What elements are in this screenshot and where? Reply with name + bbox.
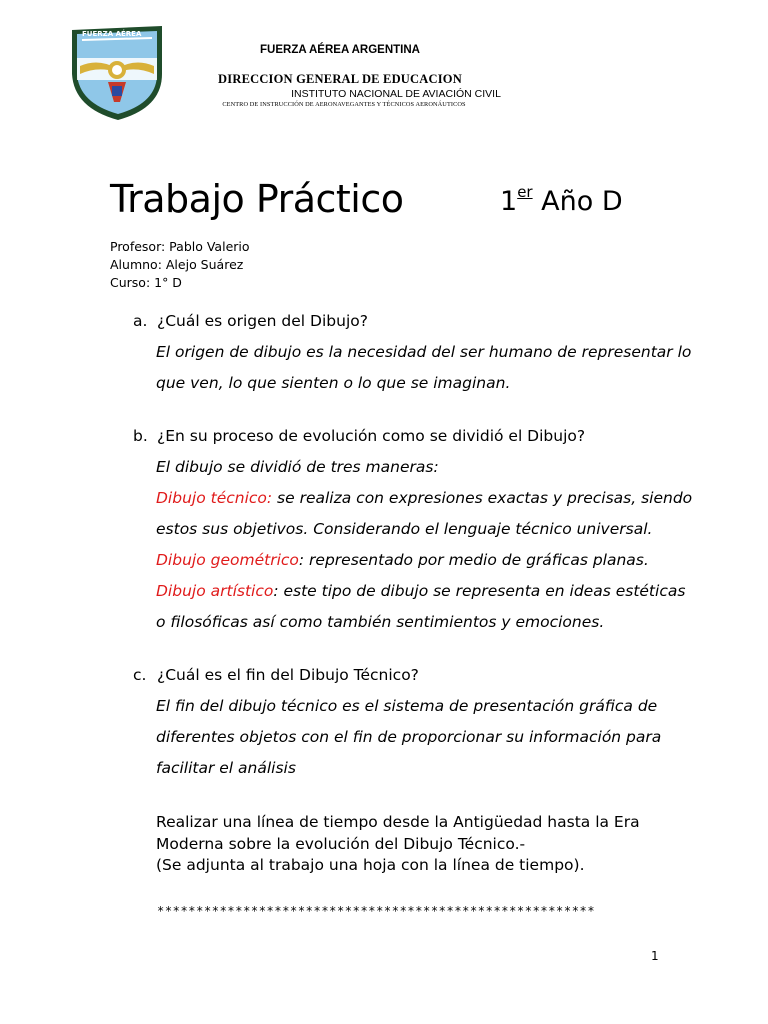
answer-line: El origen de dibujo es la necesidad del ser humano de representar lo bbox=[156, 343, 692, 361]
task-paragraph bbox=[156, 812, 640, 877]
question-text: ¿Cuál es el fin del Dibujo Técnico? bbox=[157, 666, 419, 684]
term-description: : representado por medio de gráficas planas. bbox=[298, 551, 649, 569]
header-line-1: FUERZA AÉREA ARGENTINA bbox=[260, 44, 420, 56]
year-number: 1 bbox=[500, 186, 518, 217]
year-superscript: er bbox=[517, 183, 533, 201]
task-line: (Se adjunta al trabajo una hoja con la línea de tiempo). bbox=[156, 856, 585, 874]
answer-line: facilitar el análisis bbox=[156, 759, 296, 777]
term-dibujo-geometrico: Dibujo geométrico bbox=[156, 551, 299, 569]
answer-line bbox=[156, 545, 666, 576]
page-number: 1 bbox=[651, 949, 659, 963]
alumno-line: Alumno: Alejo Suárez bbox=[110, 257, 244, 272]
profesor-line: Profesor: Pablo Valerio bbox=[110, 239, 250, 254]
question-marker: c. bbox=[133, 666, 147, 684]
question-text: ¿En su proceso de evolución como se dividió el Dibujo? bbox=[157, 427, 586, 445]
answer-line: El fin del dibujo técnico es el sistema de presentación gráfica de bbox=[156, 697, 658, 715]
task-line: Realizar una línea de tiempo desde la Antigüedad hasta la Era bbox=[156, 813, 640, 831]
page-title: Trabajo Práctico bbox=[110, 177, 404, 221]
task-line: Moderna sobre la evolución del Dibujo Técnico.- bbox=[156, 834, 526, 853]
header-line-4: CENTRO DE INSTRUCCIÓN DE AERONAVEGANTES Y TÉCNICOS AERONÁUTICOS bbox=[222, 101, 466, 108]
crest-top-text: FUERZA AÉREA bbox=[82, 30, 142, 38]
course-year bbox=[500, 183, 623, 217]
answer-line: o filosóficas así como también sentimientos y emociones. bbox=[156, 613, 605, 631]
question-text: ¿Cuál es origen del Dibujo? bbox=[157, 312, 368, 330]
answer-line bbox=[156, 483, 693, 514]
header-line-2: DIRECCION GENERAL DE EDUCACION bbox=[218, 72, 462, 86]
answer-line: que ven, lo que sienten o lo que se imaginan. bbox=[156, 374, 511, 392]
question-marker: b. bbox=[133, 427, 148, 445]
question-c bbox=[133, 666, 419, 684]
question-b bbox=[133, 427, 585, 445]
answer-line: El dibujo se dividió de tres maneras: bbox=[156, 458, 439, 476]
student-info bbox=[110, 238, 250, 292]
asterisk-separator: ******************************************************** bbox=[157, 904, 596, 918]
answer-line: estos sus objetivos. Considerando el lenguaje técnico universal. bbox=[156, 520, 653, 538]
answer-c bbox=[156, 691, 666, 784]
term-dibujo-artistico: Dibujo artístico bbox=[156, 582, 274, 600]
question-marker: a. bbox=[133, 312, 148, 330]
question-a bbox=[133, 312, 368, 330]
answer-a bbox=[156, 337, 692, 399]
year-rest: Año D bbox=[532, 186, 623, 217]
answer-line bbox=[156, 576, 686, 607]
header-line-3: INSTITUTO NACIONAL DE AVIACIÓN CIVIL bbox=[291, 88, 501, 100]
curso-line: Curso: 1° D bbox=[110, 275, 182, 290]
term-description: se realiza con expresiones exactas y precisas, siendo bbox=[272, 489, 693, 507]
term-dibujo-tecnico: Dibujo técnico: bbox=[156, 489, 273, 507]
answer-line: diferentes objetos con el fin de proporcionar su información para bbox=[156, 728, 662, 746]
answer-b bbox=[156, 452, 693, 638]
term-description: : este tipo de dibujo se representa en ideas estéticas bbox=[273, 582, 686, 600]
